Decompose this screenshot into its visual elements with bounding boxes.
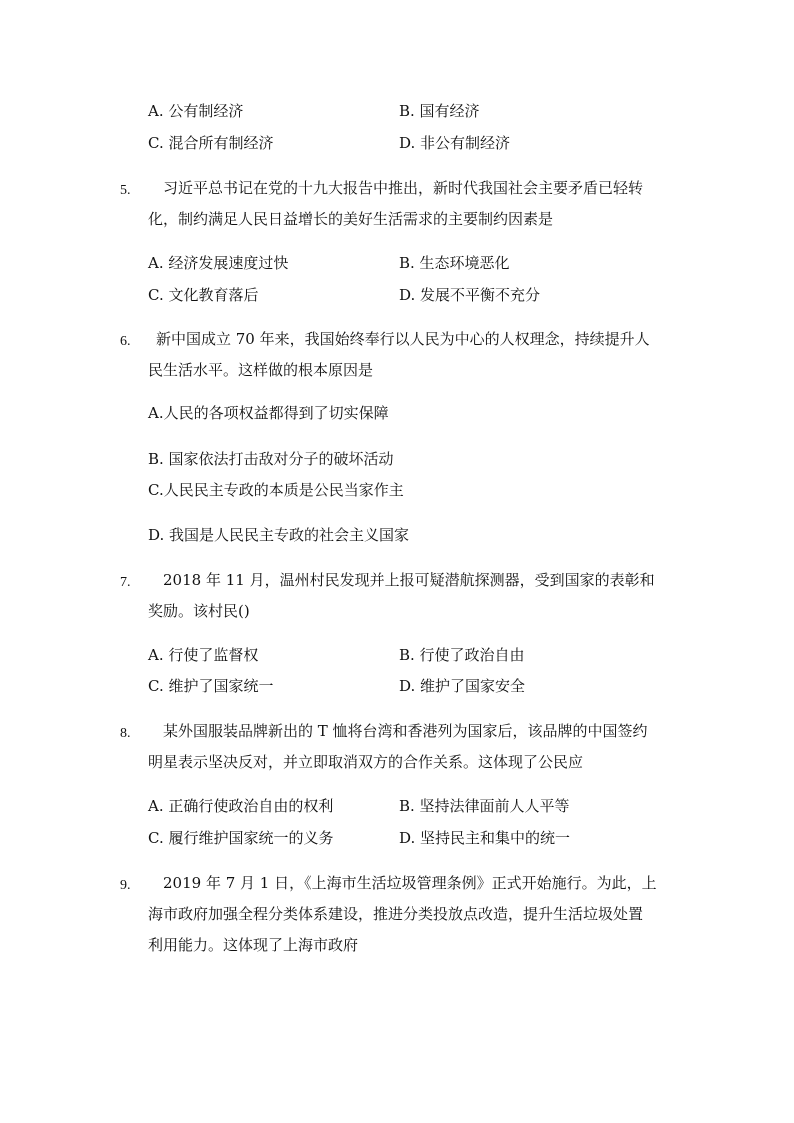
q5-option-b: B. 生态环境恶化 [399, 254, 510, 272]
q8-option-c: C. 履行维护国家统一的义务 [148, 829, 334, 847]
q4-option-d: D. 非公有制经济 [399, 134, 511, 152]
q9-stem-line-2: 海市政府加强全程分类体系建设，推进分类投放点改造，提升生活垃圾处置 [148, 905, 644, 923]
q5-stem-line-2: 化，制约满足人民日益增长的美好生活需求的主要制约因素是 [148, 210, 554, 228]
q5-number: 5. [120, 183, 131, 198]
q8-option-a: A. 正确行使政治自由的权利 [148, 797, 334, 815]
q4-option-c: C. 混合所有制经济 [148, 134, 274, 152]
q7-stem-line-2: 奖励。该村民() [148, 602, 250, 620]
q6-stem-line-2: 民生活水平。这样做的根本原因是 [148, 361, 374, 379]
q5-option-c: C. 文化教育落后 [148, 286, 259, 304]
q6-option-b: B. 国家依法打击敌对分子的破坏活动 [148, 450, 394, 468]
q7-stem-line-1: 2018 年 11 月，温州村民发现并上报可疑潜航探测器，受到国家的表彰和 [148, 571, 655, 589]
q6-number: 6. [120, 334, 131, 349]
q7-option-a: A. 行使了监督权 [148, 646, 259, 664]
q8-stem-line-1: 某外国服装品牌新出的 T 恤将台湾和香港列为国家后，该品牌的中国签约 [148, 722, 648, 740]
q6-stem-line-1: 新中国成立 70 年来，我国始终奉行以人民为中心的人权理念，持续提升人 [156, 330, 650, 348]
q5-option-a: A. 经济发展速度过快 [148, 254, 289, 272]
q8-stem-line-2: 明星表示坚决反对，并立即取消双方的合作关系。这体现了公民应 [148, 753, 584, 771]
q9-stem-line-1: 2019 年 7 月 1 日，《上海市生活垃圾管理条例》正式开始施行。为此，上 [148, 874, 657, 892]
q9-number: 9. [120, 878, 131, 893]
q5-stem-line-1: 习近平总书记在党的十九大报告中推出，新时代我国社会主要矛盾已轻转 [148, 179, 644, 197]
q9-stem-line-3: 利用能力。这体现了上海市政府 [148, 936, 359, 954]
q8-number: 8. [120, 726, 131, 741]
q6-option-c: C.人民民主专政的本质是公民当家作主 [148, 481, 404, 499]
q7-number: 7. [120, 575, 131, 590]
q8-option-b: B. 坚持法律面前人人平等 [399, 797, 570, 815]
q5-option-d: D. 发展不平衡不充分 [399, 286, 541, 304]
q7-option-d: D. 维护了国家安全 [399, 677, 526, 695]
q7-option-c: C. 维护了国家统一 [148, 677, 274, 695]
q4-option-a: A. 公有制经济 [148, 102, 244, 120]
q8-option-d: D. 坚持民主和集中的统一 [399, 829, 571, 847]
q6-option-d: D. 我国是人民民主专政的社会主义国家 [148, 526, 410, 544]
q4-option-b: B. 国有经济 [399, 102, 480, 120]
q7-option-b: B. 行使了政治自由 [399, 646, 525, 664]
q6-option-a: A.人民的各项权益都得到了切实保障 [148, 404, 389, 422]
